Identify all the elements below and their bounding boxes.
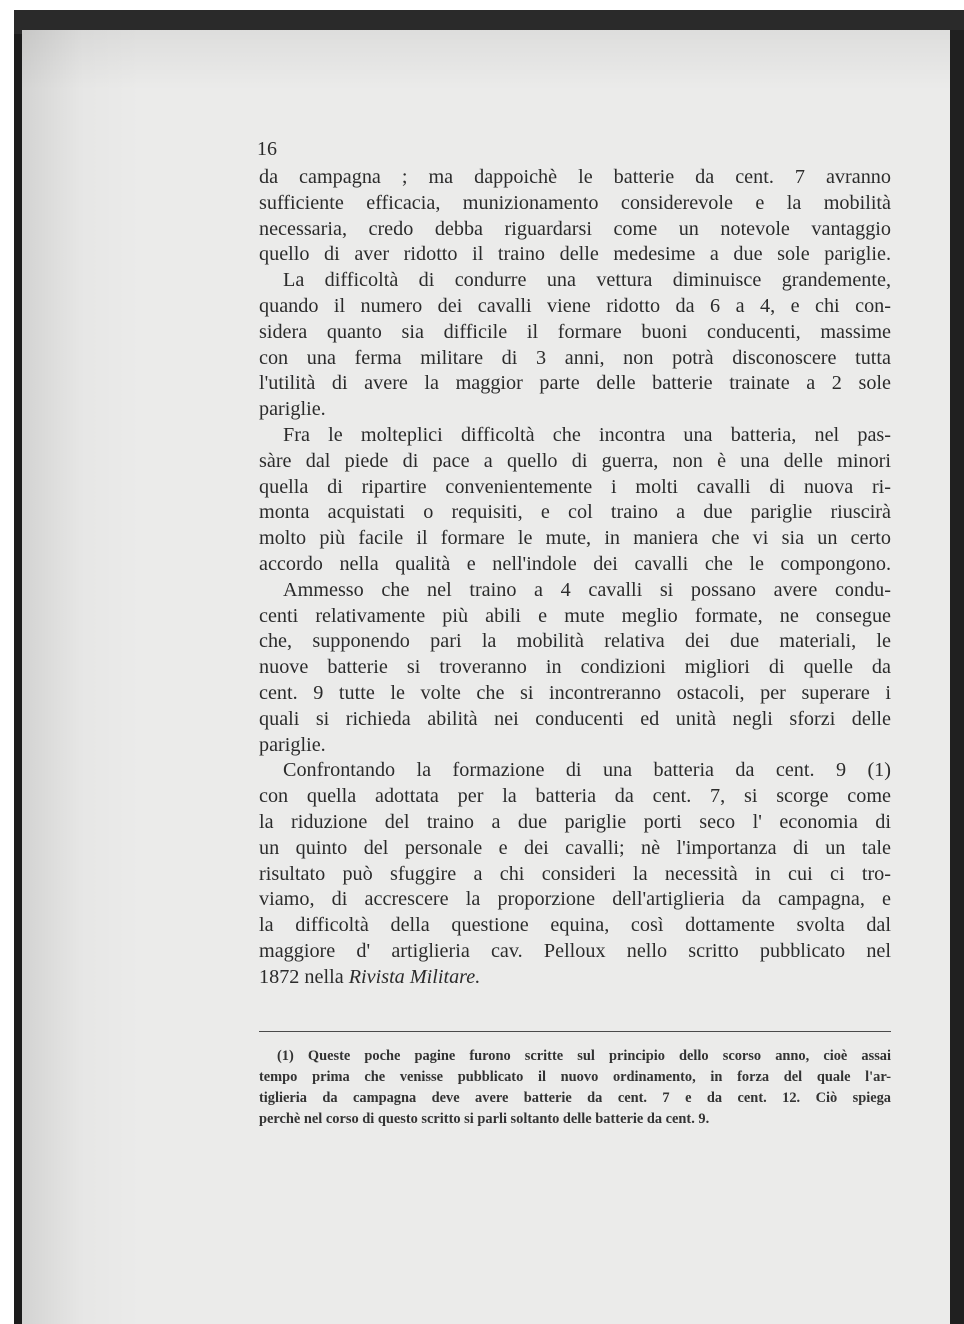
text-line: centi relativamente più abili e mute meglio formate, ne consegue (259, 604, 891, 627)
text-line-start: 1872 nella (259, 965, 344, 988)
text-line: da campagna ; ma dappoichè le batterie da cent. 7 avranno (259, 166, 891, 188)
text-line: sidera quanto sia difficile il formare buoni conducenti, massime (259, 320, 891, 343)
paragraph-3 (259, 423, 891, 578)
text-line: molto più facile il formare le mute, in maniera che vi sia un certo (259, 527, 891, 550)
scan-left-edge (0, 0, 14, 1324)
text-line: Confrontando la formazione di una batteria da cent. 9 (1) (283, 759, 891, 782)
footnote-divider (259, 1031, 891, 1032)
text-line-final (259, 965, 891, 991)
paragraph-4 (259, 578, 891, 759)
footnote-line: tiglieria da campagna deve avere batterie da cent. 7 e da cent. 12. Ciò spiega (259, 1089, 891, 1106)
footnote (259, 1046, 891, 1130)
text-line: Fra le molteplici difficoltà che incontra una batteria, nel pas- (283, 423, 891, 446)
page-text-block (259, 138, 891, 1130)
text-line: con una ferma militare di 3 anni, non potrà disconoscere tutta (259, 346, 891, 369)
text-line: quali si richieda abilità nei conducenti ed unità negli sforzi delle (259, 707, 891, 730)
text-line: quando il numero dei cavalli viene ridotto da 6 a 4, e chi con- (259, 294, 891, 317)
text-line: la riduzione del traino a due pariglie porti seco l' economia di (259, 810, 891, 833)
footnote-line: tempo prima che venisse pubblicato il nuovo ordinamento, in forza del quale l'ar- (259, 1068, 891, 1085)
footnote-line: (1) Queste poche pagine furono scritte sul principio dello scorso anno, cioè assai (277, 1047, 891, 1064)
text-line: pariglie. (259, 398, 326, 421)
text-line: sufficiente efficacia, munizionamento considerevole e la mobilità (259, 191, 891, 214)
text-line: Ammesso che nel traino a 4 cavalli si possano avere condu- (283, 578, 891, 601)
text-line: l'utilità di avere la maggior parte delle batterie trainate a 2 sole (259, 372, 891, 395)
scan-top-edge (0, 0, 964, 34)
text-line: quello di aver ridotto il traino delle medesime a due sole pariglie. (259, 243, 891, 266)
text-line: cent. 9 tutte le volte che si incontreranno ostacoli, per superare i (259, 681, 891, 704)
paragraph-1 (259, 165, 891, 268)
text-line: un quinto del personale e dei cavalli; nè l'importanza di un tale (259, 836, 891, 859)
text-line: necessaria, credo debba riguardarsi come un notevole vantaggio (259, 217, 891, 240)
footnote-line: perchè nel corso di questo scritto si parli soltanto delle batterie da cent. 9. (259, 1110, 710, 1127)
text-line: con quella adottata per la batteria da cent. 7, si scorge come (259, 785, 891, 808)
text-line: che, supponendo pari la mobilità relativa dei due materiali, le (259, 630, 891, 653)
text-line: viamo, di accrescere la proporzione dell'artiglieria da campagna, e (259, 888, 891, 911)
text-line: nuove batterie si troveranno in condizioni migliori di quelle da (259, 656, 891, 679)
text-line: sàre dal piede di pace a quello di guerra, non è una delle minori (259, 449, 891, 472)
text-line: accordo nella qualità e nell'indole dei cavalli che le compongono. (259, 552, 891, 575)
paragraph-2 (259, 268, 891, 423)
text-line: monta acquistati o requisiti, e col traino a due pariglie riuscirà (259, 501, 891, 524)
journal-title: Rivista Militare. (348, 965, 481, 988)
page-number: 16 (257, 138, 277, 160)
text-line: maggiore d' artiglieria cav. Pelloux nello scritto pubblicato nel (259, 939, 891, 962)
text-line: La difficoltà di condurre una vettura diminuisce grandemente, (283, 269, 891, 292)
scan-right-edge (950, 30, 964, 1324)
paragraph-5 (259, 758, 891, 990)
text-line: risultato può sfuggire a chi consideri la necessità in cui ci tro- (259, 862, 891, 885)
text-line: la difficoltà della questione equina, così dottamente svolta dal (259, 914, 891, 937)
text-line: quella di ripartire convenientemente i molti cavalli di nuova ri- (259, 475, 891, 498)
text-line: pariglie. (259, 733, 326, 756)
